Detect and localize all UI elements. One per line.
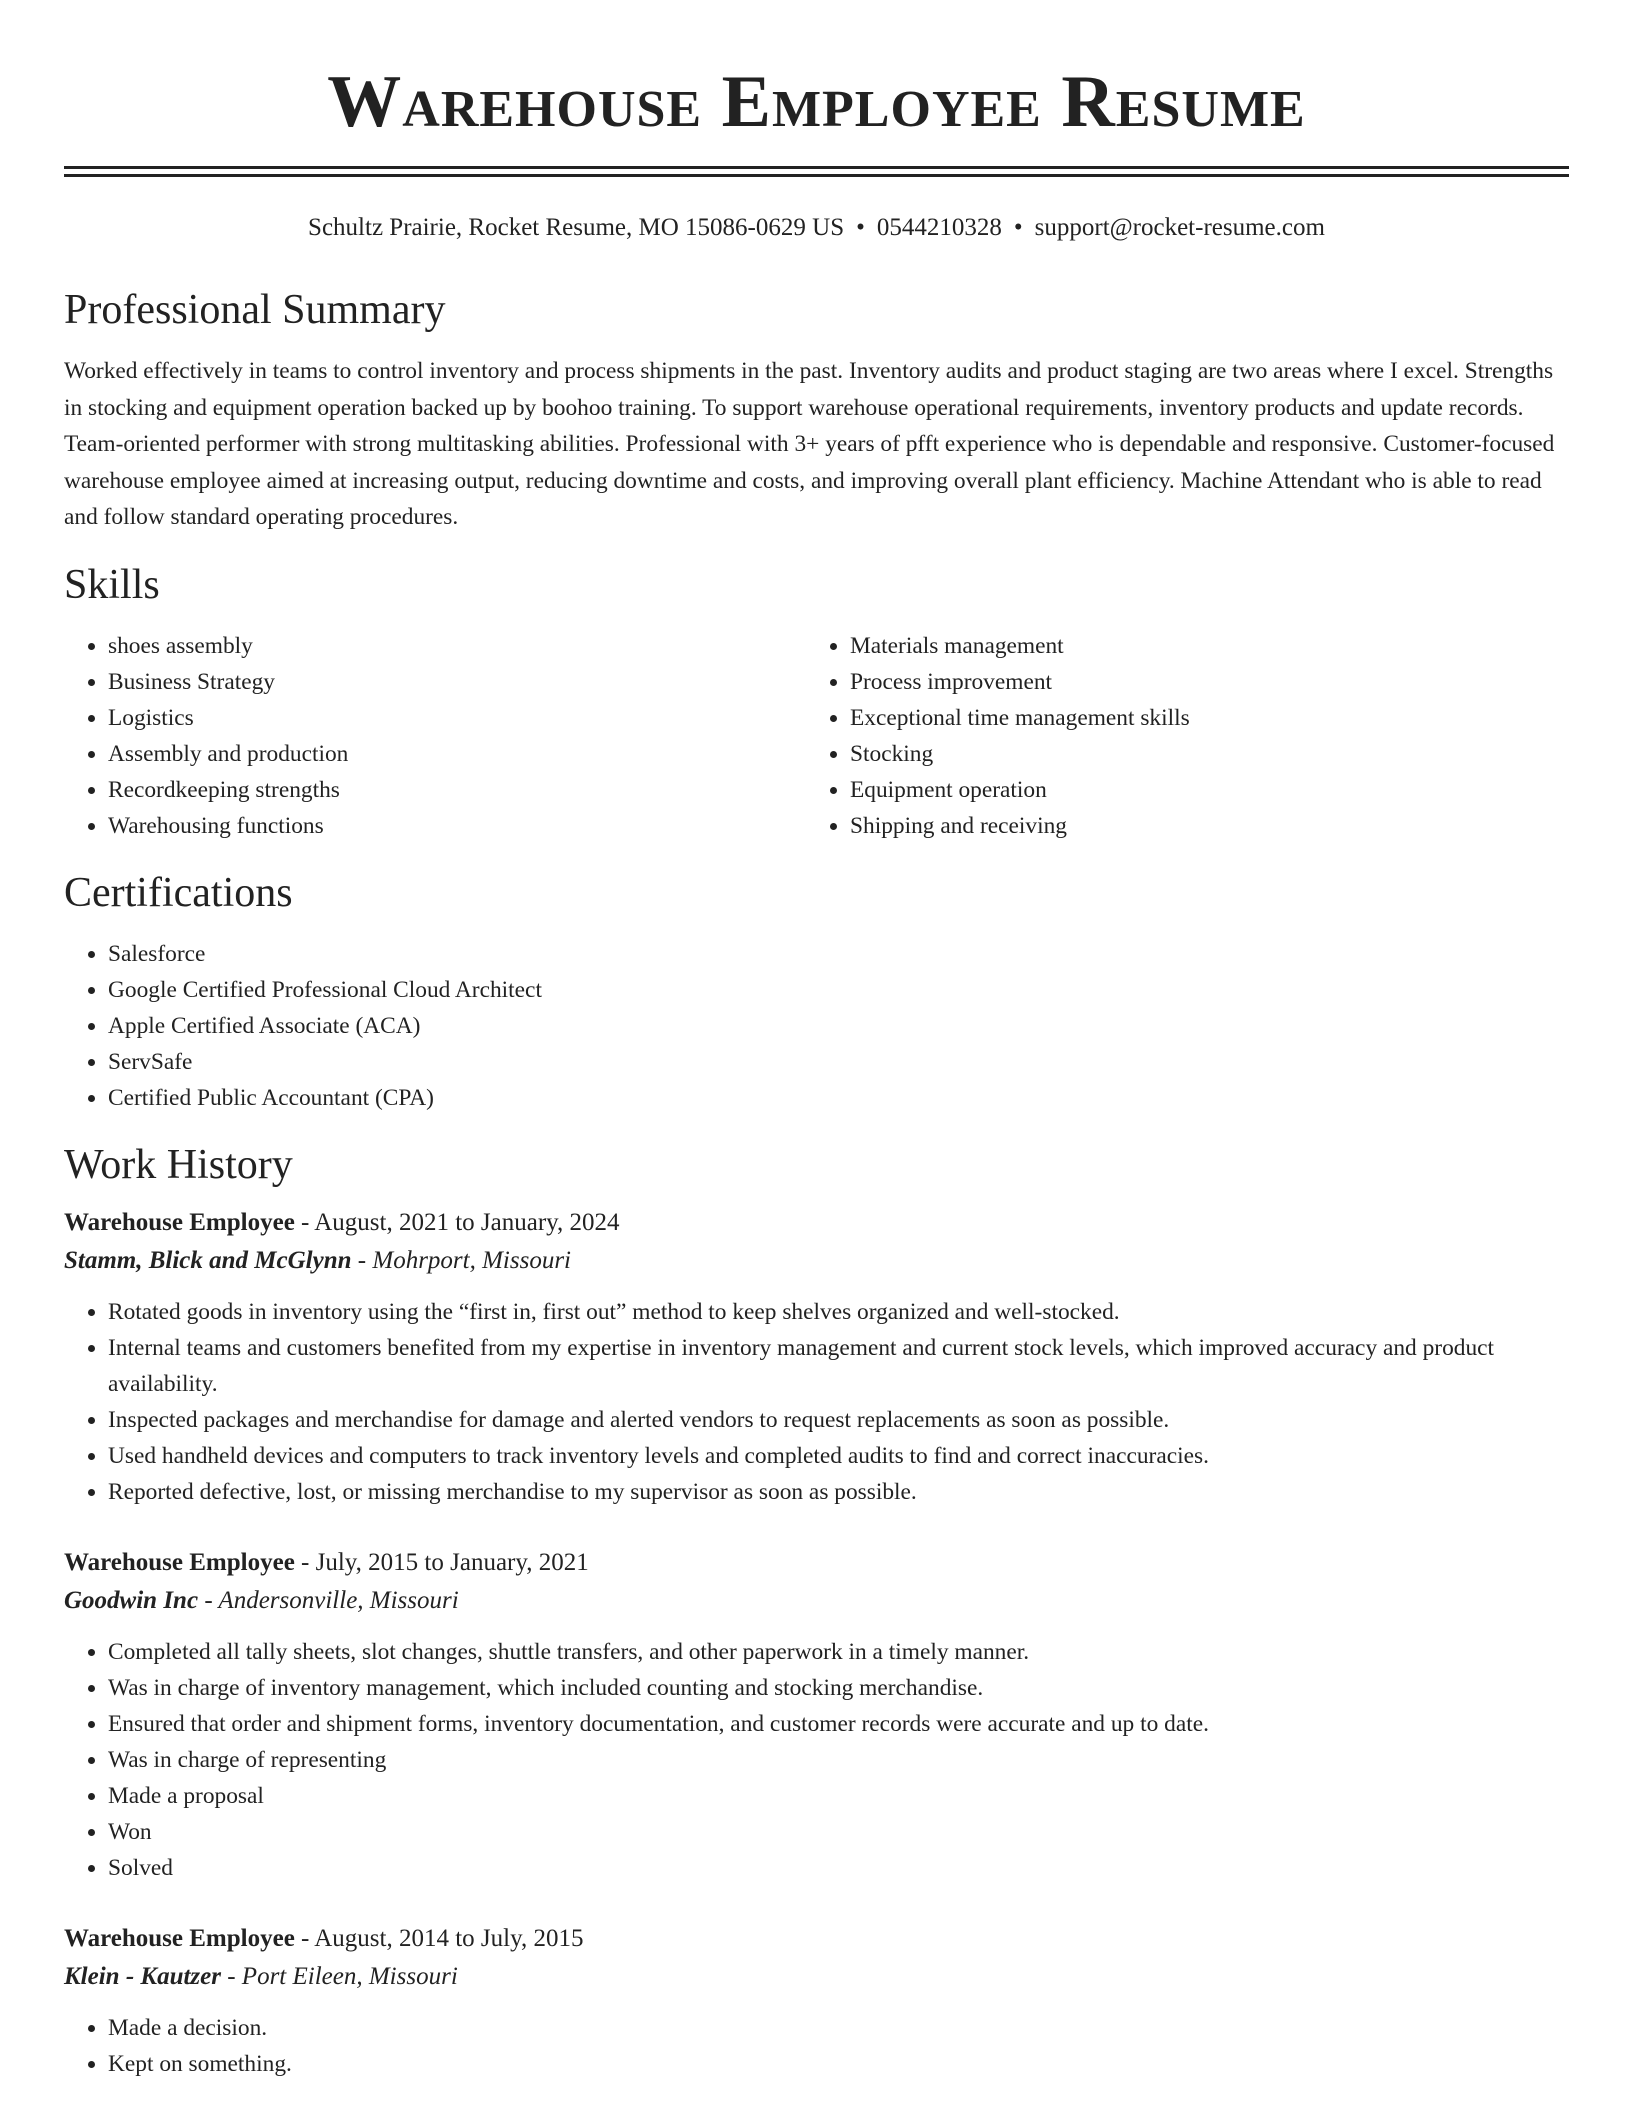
skill-item: • Logistics [108, 700, 806, 736]
contact-email: support@rocket-resume.com [1034, 214, 1325, 241]
work-history-heading: Work History [64, 1141, 293, 1188]
job-bullet: • Inspected packages and merchandise for damage and alerted vendors to request replacements as soon as possible. [108, 1402, 1569, 1438]
certification-item: • Apple Certified Associate (ACA) [108, 1008, 1569, 1044]
certification-item: • Google Certified Professional Cloud Architect [108, 972, 1569, 1008]
job-company: Stamm, Blick and McGlynn [64, 1246, 352, 1274]
certification-item: • Salesforce [108, 936, 1569, 972]
job-bullet: • Was in charge of inventory management, which included counting and stocking merchandise. [108, 1670, 1569, 1706]
skill-item: • Recordkeeping strengths [108, 772, 806, 808]
job-entry [64, 1544, 1569, 1886]
skill-item: • Materials management [850, 628, 1548, 664]
job-bullet: • Rotated goods in inventory using the “first in, first out” method to keep shelves organized and well-stocked. [108, 1294, 1569, 1330]
skill-item: • Shipping and receiving [850, 808, 1548, 844]
job-bullet: • Reported defective, lost, or missing merchandise to my supervisor as soon as possible. [108, 1474, 1569, 1510]
job-bullet: • Internal teams and customers benefited from my expertise in inventory management and current stock levels, which improved accuracy and product availability. [108, 1330, 1569, 1402]
job-header [64, 1544, 1569, 1582]
job-bullet: • Solved [108, 1850, 1569, 1886]
certifications-list [64, 936, 1569, 1116]
skill-item: • Stocking [850, 736, 1548, 772]
job-dates: - August, 2014 to July, 2015 [294, 1924, 584, 1952]
contact-separator: • [856, 214, 865, 241]
job-bullet: • Ensured that order and shipment forms, inventory documentation, and customer records were accurate and up to date. [108, 1706, 1569, 1742]
contact-phone: 0544210328 [876, 214, 1002, 241]
contact-separator: • [1013, 214, 1023, 241]
job-bullets [64, 1294, 1569, 1510]
skills-column-left [64, 628, 806, 844]
resume-title: Warehouse Employee Resume [327, 61, 1306, 143]
job-role: Warehouse Employee [64, 1548, 295, 1576]
skill-item: • Exceptional time management skills [850, 700, 1548, 736]
skill-item: • Process improvement [850, 664, 1548, 700]
skill-item: • shoes assembly [108, 628, 806, 664]
job-company: Goodwin Inc [64, 1586, 199, 1614]
job-role: Warehouse Employee [64, 1208, 295, 1236]
job-dates: - July, 2015 to January, 2021 [294, 1548, 589, 1576]
summary-text: Worked effectively in teams to control inventory and process shipments in the past. Inventory audits and product staging are two areas where I excel. Strengths in stocking and equipment operation backed up by boohoo training. To support warehouse operational requirements, inventory products and update records. Team-oriented performer with strong multitasking abilities. Professional with 3+ years of pfft experience who is dependable and responsive. Customer-focused warehouse employee aimed at increasing output, reducing downtime and costs, and improving overall plant efficiency. Machine Attendant who is able to read and follow standard operating procedures. [64, 358, 1555, 530]
job-bullets [64, 2010, 1569, 2082]
job-location: - Mohrport, Missouri [351, 1246, 572, 1274]
skills-column-right [806, 628, 1548, 844]
job-company-line [64, 1582, 1569, 1620]
job-bullet: • Made a proposal [108, 1778, 1569, 1814]
job-company-line [64, 1242, 1569, 1280]
skills-heading: Skills [64, 561, 160, 608]
skill-item: • Equipment operation [850, 772, 1548, 808]
job-bullet: • Won [108, 1814, 1569, 1850]
skills-list-left [64, 628, 806, 844]
job-header [64, 1204, 1569, 1242]
skills-list-right [806, 628, 1548, 844]
contact-address: Schultz Prairie, Rocket Resume, MO 15086-0629 US [308, 214, 845, 241]
job-bullet: • Kept on something. [108, 2046, 1569, 2082]
job-entry [64, 1204, 1569, 1510]
job-company: Klein - Kautzer [64, 1962, 221, 1990]
skill-item: • Business Strategy [108, 664, 806, 700]
resume-page [64, 0, 1569, 2082]
skill-item: • Assembly and production [108, 736, 806, 772]
job-header [64, 1920, 1569, 1958]
job-bullet: • Completed all tally sheets, slot changes, shuttle transfers, and other paperwork in a timely manner. [108, 1634, 1569, 1670]
job-dates: - August, 2021 to January, 2024 [294, 1208, 620, 1236]
job-company-line [64, 1958, 1569, 1996]
certification-item: • ServSafe [108, 1044, 1569, 1080]
certifications-heading: Certifications [64, 869, 293, 916]
title-double-rule [64, 166, 1569, 177]
skill-item: • Warehousing functions [108, 808, 806, 844]
job-bullet: • Made a decision. [108, 2010, 1569, 2046]
job-bullet: • Was in charge of representing [108, 1742, 1569, 1778]
summary-heading: Professional Summary [64, 287, 446, 333]
job-location: - Andersonville, Missouri [198, 1586, 459, 1614]
certification-item: • Certified Public Accountant (CPA) [108, 1080, 1569, 1116]
skills-columns [64, 628, 1569, 844]
job-entry [64, 1920, 1569, 2082]
job-role: Warehouse Employee [64, 1924, 295, 1952]
job-location: - Port Eileen, Missouri [220, 1962, 458, 1990]
job-bullets [64, 1634, 1569, 1886]
contact-line [64, 211, 1569, 245]
job-bullet: • Used handheld devices and computers to track inventory levels and completed audits to find and correct inaccuracies. [108, 1438, 1569, 1474]
